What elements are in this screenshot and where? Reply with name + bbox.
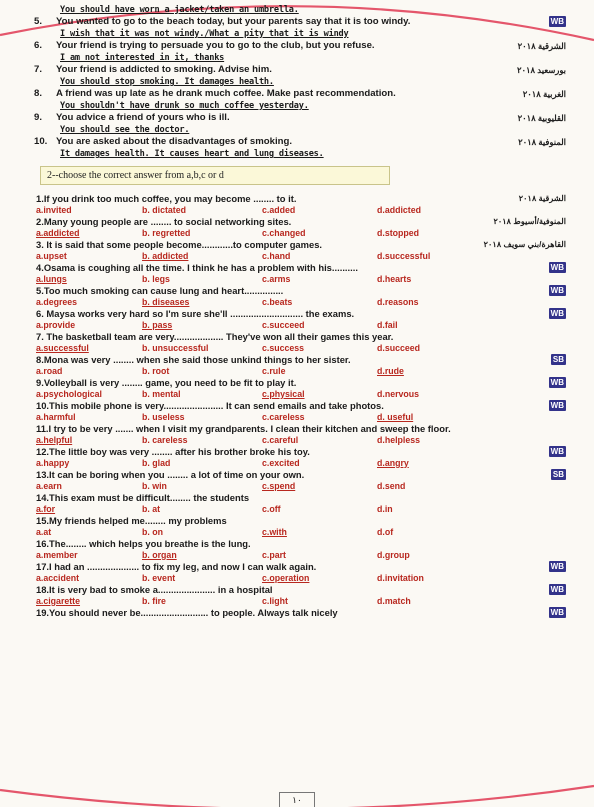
option-c: c.excited: [262, 457, 300, 468]
option-d: d.rude: [377, 365, 404, 376]
situation-text: A friend was up late as he drank much coffee. Make past recommendation.: [56, 88, 396, 99]
option-d: d.angry: [377, 457, 409, 468]
option-b: b. mental: [142, 388, 181, 399]
question-text: 16.The........ which helps you breathe is the lung.: [36, 537, 251, 549]
situation-number: 10.: [34, 136, 48, 147]
source-tag: المنوفية/أسيوط ٢٠١٨: [493, 216, 566, 226]
book-badge: WB: [550, 584, 564, 594]
question-row: [26, 446, 566, 458]
answer-line: You should have worn a jacket/taken an umbrella.: [60, 5, 299, 15]
options-row: [26, 343, 566, 354]
situation-number: 8.: [34, 88, 43, 99]
book-badge: SB: [552, 354, 564, 364]
options-row: [26, 458, 566, 469]
option-c: c.careful: [262, 434, 299, 445]
question-row: [26, 262, 566, 274]
option-a: a.road: [36, 365, 63, 376]
question-text: 13.It can be boring when you ........ a lot of time on your own.: [36, 468, 305, 480]
source-tag: الغربية ٢٠١٨: [522, 89, 566, 99]
option-a: a.harmful: [36, 411, 76, 422]
situation-text: Your friend is trying to persuade you to go to the club, but you refuse.: [56, 40, 375, 51]
option-b: b. careless: [142, 434, 188, 445]
option-b: b. addicted: [142, 250, 189, 261]
option-c: c.changed: [262, 227, 306, 238]
option-d: d.helpless: [377, 434, 421, 445]
situation-text: You wanted to go to the beach today, but your parents say that it is too windy.: [56, 16, 411, 27]
situation-number: 6.: [34, 40, 43, 51]
options-row: [26, 320, 566, 331]
option-b: b. glad: [142, 457, 171, 468]
source-tag: القليوبية ٢٠١٨: [517, 113, 566, 123]
question-text: 11.I try to be very ....... when I visit my grandparents. I clean their kitchen and sweep the floor.: [36, 422, 451, 434]
option-c: c.success: [262, 342, 305, 353]
question-text: 4.Osama is coughing all the time. I think he has a problem with his..........: [36, 261, 358, 273]
option-a: a.accident: [36, 572, 80, 583]
option-a: a.helpful: [36, 434, 73, 445]
source-tag: المنوفية ٢٠١٨: [518, 137, 566, 147]
option-a: a.degrees: [36, 296, 78, 307]
option-c: c.with: [262, 526, 287, 537]
option-a: a.cigarette: [36, 595, 81, 606]
option-d: d.invitation: [377, 572, 424, 583]
option-c: c.added: [262, 204, 296, 215]
workbook-badge: WB: [550, 17, 564, 26]
situation-number: 9.: [34, 112, 43, 123]
book-badge: WB: [550, 308, 564, 318]
book-badge: SB: [552, 469, 564, 479]
book-badge: WB: [550, 446, 564, 456]
question-text: 14.This exam must be difficult........ the students: [36, 491, 250, 503]
question-text: 8.Mona was very ........ when she said those unkind things to her sister.: [36, 353, 351, 365]
option-c: c.light: [262, 595, 288, 606]
option-d: d.of: [377, 526, 394, 537]
question-row: [26, 400, 566, 412]
question-text: 9.Volleyball is very ........ game, you need to be fit to play it.: [36, 376, 297, 388]
situations-section: [26, 16, 566, 160]
question-row: [26, 216, 566, 228]
option-b: b. on: [142, 526, 164, 537]
option-a: a.psychological: [36, 388, 102, 399]
option-d: d.match: [377, 595, 411, 606]
question-row: [26, 538, 566, 550]
option-b: b. useless: [142, 411, 185, 422]
answer-line: You should stop smoking. It damages health.: [60, 77, 274, 87]
question-text: 18.It is very bad to smoke a...................... in a hospital: [36, 583, 273, 595]
option-b: b. pass: [142, 319, 173, 330]
question-row: [26, 469, 566, 481]
option-c: c.hand: [262, 250, 291, 261]
question-row: [26, 308, 566, 320]
option-c: c.careless: [262, 411, 305, 422]
question-text: 5.Too much smoking can cause lung and heart...............: [36, 284, 284, 296]
source-tag: الشرقية ٢٠١٨: [517, 41, 566, 51]
situation-row: [26, 16, 566, 28]
question-text: 19.You should never be.......................... to people. Always talk nicely: [36, 606, 338, 618]
options-row: [26, 435, 566, 446]
situation-row: [26, 64, 566, 76]
situation-number: 7.: [34, 64, 43, 75]
options-row: [26, 274, 566, 285]
source-tag: بورسعيد ٢٠١٨: [516, 65, 566, 75]
option-b: b. regretted: [142, 227, 191, 238]
question-row: [26, 607, 566, 619]
option-a: a.provide: [36, 319, 76, 330]
answer-line: I am not interested in it, thanks: [60, 53, 225, 63]
options-row: [26, 481, 566, 492]
option-d: d.successful: [377, 250, 431, 261]
option-c: c.physical: [262, 388, 305, 399]
option-d: d.nervous: [377, 388, 420, 399]
situation-text: You advice a friend of yours who is ill.: [56, 112, 230, 123]
question-row: [26, 492, 566, 504]
options-row: [26, 228, 566, 239]
question-row: [26, 354, 566, 366]
situation-row: [26, 112, 566, 124]
option-c: c.off: [262, 503, 281, 514]
options-row: [26, 573, 566, 584]
option-c: c.beats: [262, 296, 293, 307]
option-b: b. dictated: [142, 204, 186, 215]
option-b: b. at: [142, 503, 161, 514]
option-a: a.successful: [36, 342, 89, 353]
book-badge: WB: [550, 400, 564, 410]
option-b: b. root: [142, 365, 170, 376]
option-d: d.fail: [377, 319, 398, 330]
question-text: 12.The little boy was very ........ after his brother broke his toy.: [36, 445, 310, 457]
question-text: 2.Many young people are ........ to social networking sites.: [36, 215, 292, 227]
option-c: c.spend: [262, 480, 296, 491]
options-row: [26, 389, 566, 400]
option-b: b. diseases: [142, 296, 190, 307]
situation-number: 5.: [34, 16, 43, 27]
question-text: 15.My friends helped me........ my problems: [36, 514, 227, 526]
option-b: b. organ: [142, 549, 177, 560]
book-badge: WB: [550, 561, 564, 571]
page-number: ١٠: [279, 792, 315, 807]
option-b: b. fire: [142, 595, 166, 606]
option-a: a.for: [36, 503, 56, 514]
option-a: a.upset: [36, 250, 67, 261]
question-text: 1.If you drink too much coffee, you may become ........ to it.: [36, 193, 297, 204]
situation-row: [26, 40, 566, 52]
option-d: d.group: [377, 549, 410, 560]
option-d: d.send: [377, 480, 406, 491]
page-content: [26, 4, 566, 619]
question-text: 3. It is said that some people become............to computer games.: [36, 238, 323, 250]
section-title-box: 2--choose the correct answer from a,b,c or d: [40, 166, 390, 185]
options-row: [26, 251, 566, 262]
option-d: d.hearts: [377, 273, 412, 284]
options-row: [26, 596, 566, 607]
question-text: 10.This mobile phone is very....................... It can send emails and take photos.: [36, 399, 384, 411]
option-a: a.addicted: [36, 227, 80, 238]
answer-line: It damages health. It causes heart and lung diseases.: [60, 149, 324, 159]
answer-line: You should see the doctor.: [60, 125, 190, 135]
question-row: [26, 377, 566, 389]
question-row: [26, 285, 566, 297]
option-a: a.invited: [36, 204, 72, 215]
answer-line: I wish that it was not windy./What a pity that it is windy: [60, 29, 349, 39]
option-b: b. event: [142, 572, 176, 583]
option-c: c.arms: [262, 273, 291, 284]
option-d: d. useful: [377, 411, 414, 422]
situation-text: Your friend is addicted to smoking. Advise him.: [56, 64, 272, 75]
option-a: a.member: [36, 549, 78, 560]
mcq-section: [26, 193, 566, 619]
option-d: d.in: [377, 503, 393, 514]
option-c: c.operation: [262, 572, 310, 583]
options-row: [26, 527, 566, 538]
option-d: d.stopped: [377, 227, 420, 238]
question-text: 7. The basketball team are very................... They've won all their games this year.: [36, 330, 394, 342]
option-c: c.part: [262, 549, 286, 560]
option-b: b. legs: [142, 273, 170, 284]
situation-row: [26, 88, 566, 100]
question-row: [26, 584, 566, 596]
option-a: a.happy: [36, 457, 70, 468]
option-a: a.lungs: [36, 273, 67, 284]
question-row: [26, 423, 566, 435]
options-row: [26, 205, 566, 216]
question-row: [26, 239, 566, 251]
option-c: c.succeed: [262, 319, 305, 330]
question-text: 17.I had an .................... to fix my leg, and now I can walk again.: [36, 560, 317, 572]
book-badge: WB: [550, 285, 564, 295]
option-a: a.at: [36, 526, 52, 537]
option-b: b. unsuccessful: [142, 342, 209, 353]
book-badge: WB: [550, 262, 564, 272]
options-row: [26, 550, 566, 561]
question-row: [26, 515, 566, 527]
question-row: [26, 331, 566, 343]
answer-line: You shouldn't have drunk so much coffee yesterday.: [60, 101, 309, 111]
options-row: [26, 297, 566, 308]
option-b: b. win: [142, 480, 167, 491]
book-badge: WB: [550, 607, 564, 617]
options-row: [26, 366, 566, 377]
option-d: d.succeed: [377, 342, 421, 353]
question-row: [26, 561, 566, 573]
options-row: [26, 504, 566, 515]
situation-text: You are asked about the disadvantages of smoking.: [56, 136, 292, 147]
option-c: c.rule: [262, 365, 286, 376]
options-row: [26, 412, 566, 423]
question-text: 6. Maysa works very hard so I'm sure she'll ............................ the exams.: [36, 307, 355, 319]
option-a: a.earn: [36, 480, 62, 491]
book-badge: WB: [550, 377, 564, 387]
question-row: [26, 193, 566, 205]
source-tag: القاهرة/بني سويف ٢٠١٨: [483, 239, 566, 249]
option-d: d.addicted: [377, 204, 421, 215]
source-tag: الشرقية ٢٠١٨: [518, 194, 566, 203]
option-d: d.reasons: [377, 296, 419, 307]
situation-row: [26, 136, 566, 148]
